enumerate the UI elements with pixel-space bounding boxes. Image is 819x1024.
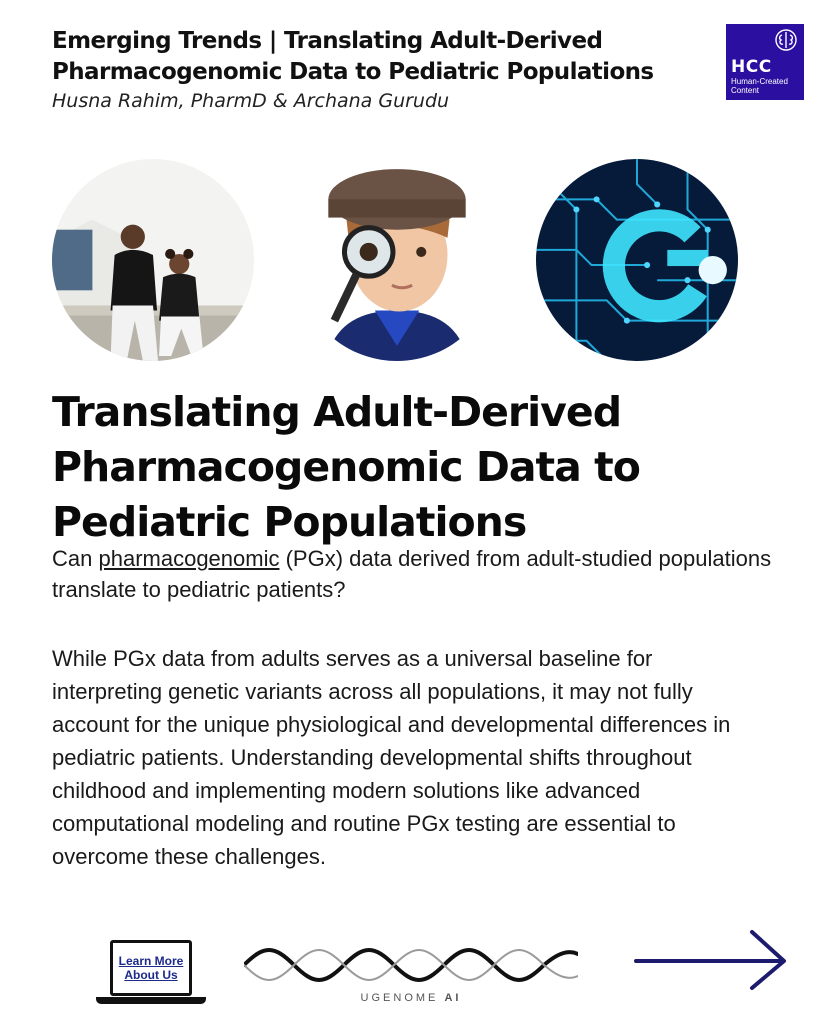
- intro-question: [52, 543, 772, 605]
- hcc-badge: [726, 24, 804, 100]
- arrow-right-icon[interactable]: [632, 928, 792, 990]
- boy-magnifying-glass-photo: [296, 159, 498, 361]
- ugenome-logo-text: [300, 992, 522, 1004]
- circuit-board-photo: [536, 159, 738, 361]
- learn-more-laptop-button[interactable]: [96, 940, 206, 1006]
- logo-text-ai: AI: [444, 992, 462, 1004]
- brain-icon: [774, 28, 798, 52]
- laptop-icon: [110, 940, 192, 996]
- learn-more-link[interactable]: Learn More About Us: [118, 954, 184, 982]
- hcc-code: HCC: [731, 57, 772, 77]
- laptop-base: [96, 997, 206, 1004]
- article-title: Translating Adult-Derived Pharmacogenomic Data to Pediatric Populations: [52, 388, 640, 546]
- pharmacogenomic-link[interactable]: pharmacogenomic: [98, 546, 280, 571]
- hcc-label: Human-Created Content: [731, 77, 788, 95]
- header-authors: Husna Rahim, PharmD & Archana Gurudu: [52, 90, 450, 112]
- question-prefix: Can: [52, 546, 99, 571]
- ugenome-logo-icon: [244, 940, 578, 990]
- two-girls-photo: [52, 159, 254, 361]
- header-title: Emerging Trends | Translating Adult-Derived Pharmacogenomic Data to Pediatric Populations: [52, 28, 654, 85]
- logo-text-main: UGENOME: [360, 992, 439, 1004]
- question-suffix: (PGx) data derived from adult-studied populations translate to pediatric patients?: [52, 546, 772, 602]
- body-paragraph: While PGx data from adults serves as a universal baseline for interpreting genetic variants across all populations, it may not fully account for the unique physiological and developmental differences in pediatric patients. Understanding developmental shifts throughout childhood and implementing modern solutions like advanced computational modeling and routine PGx testing are essential to overcome these challenges.: [52, 646, 731, 869]
